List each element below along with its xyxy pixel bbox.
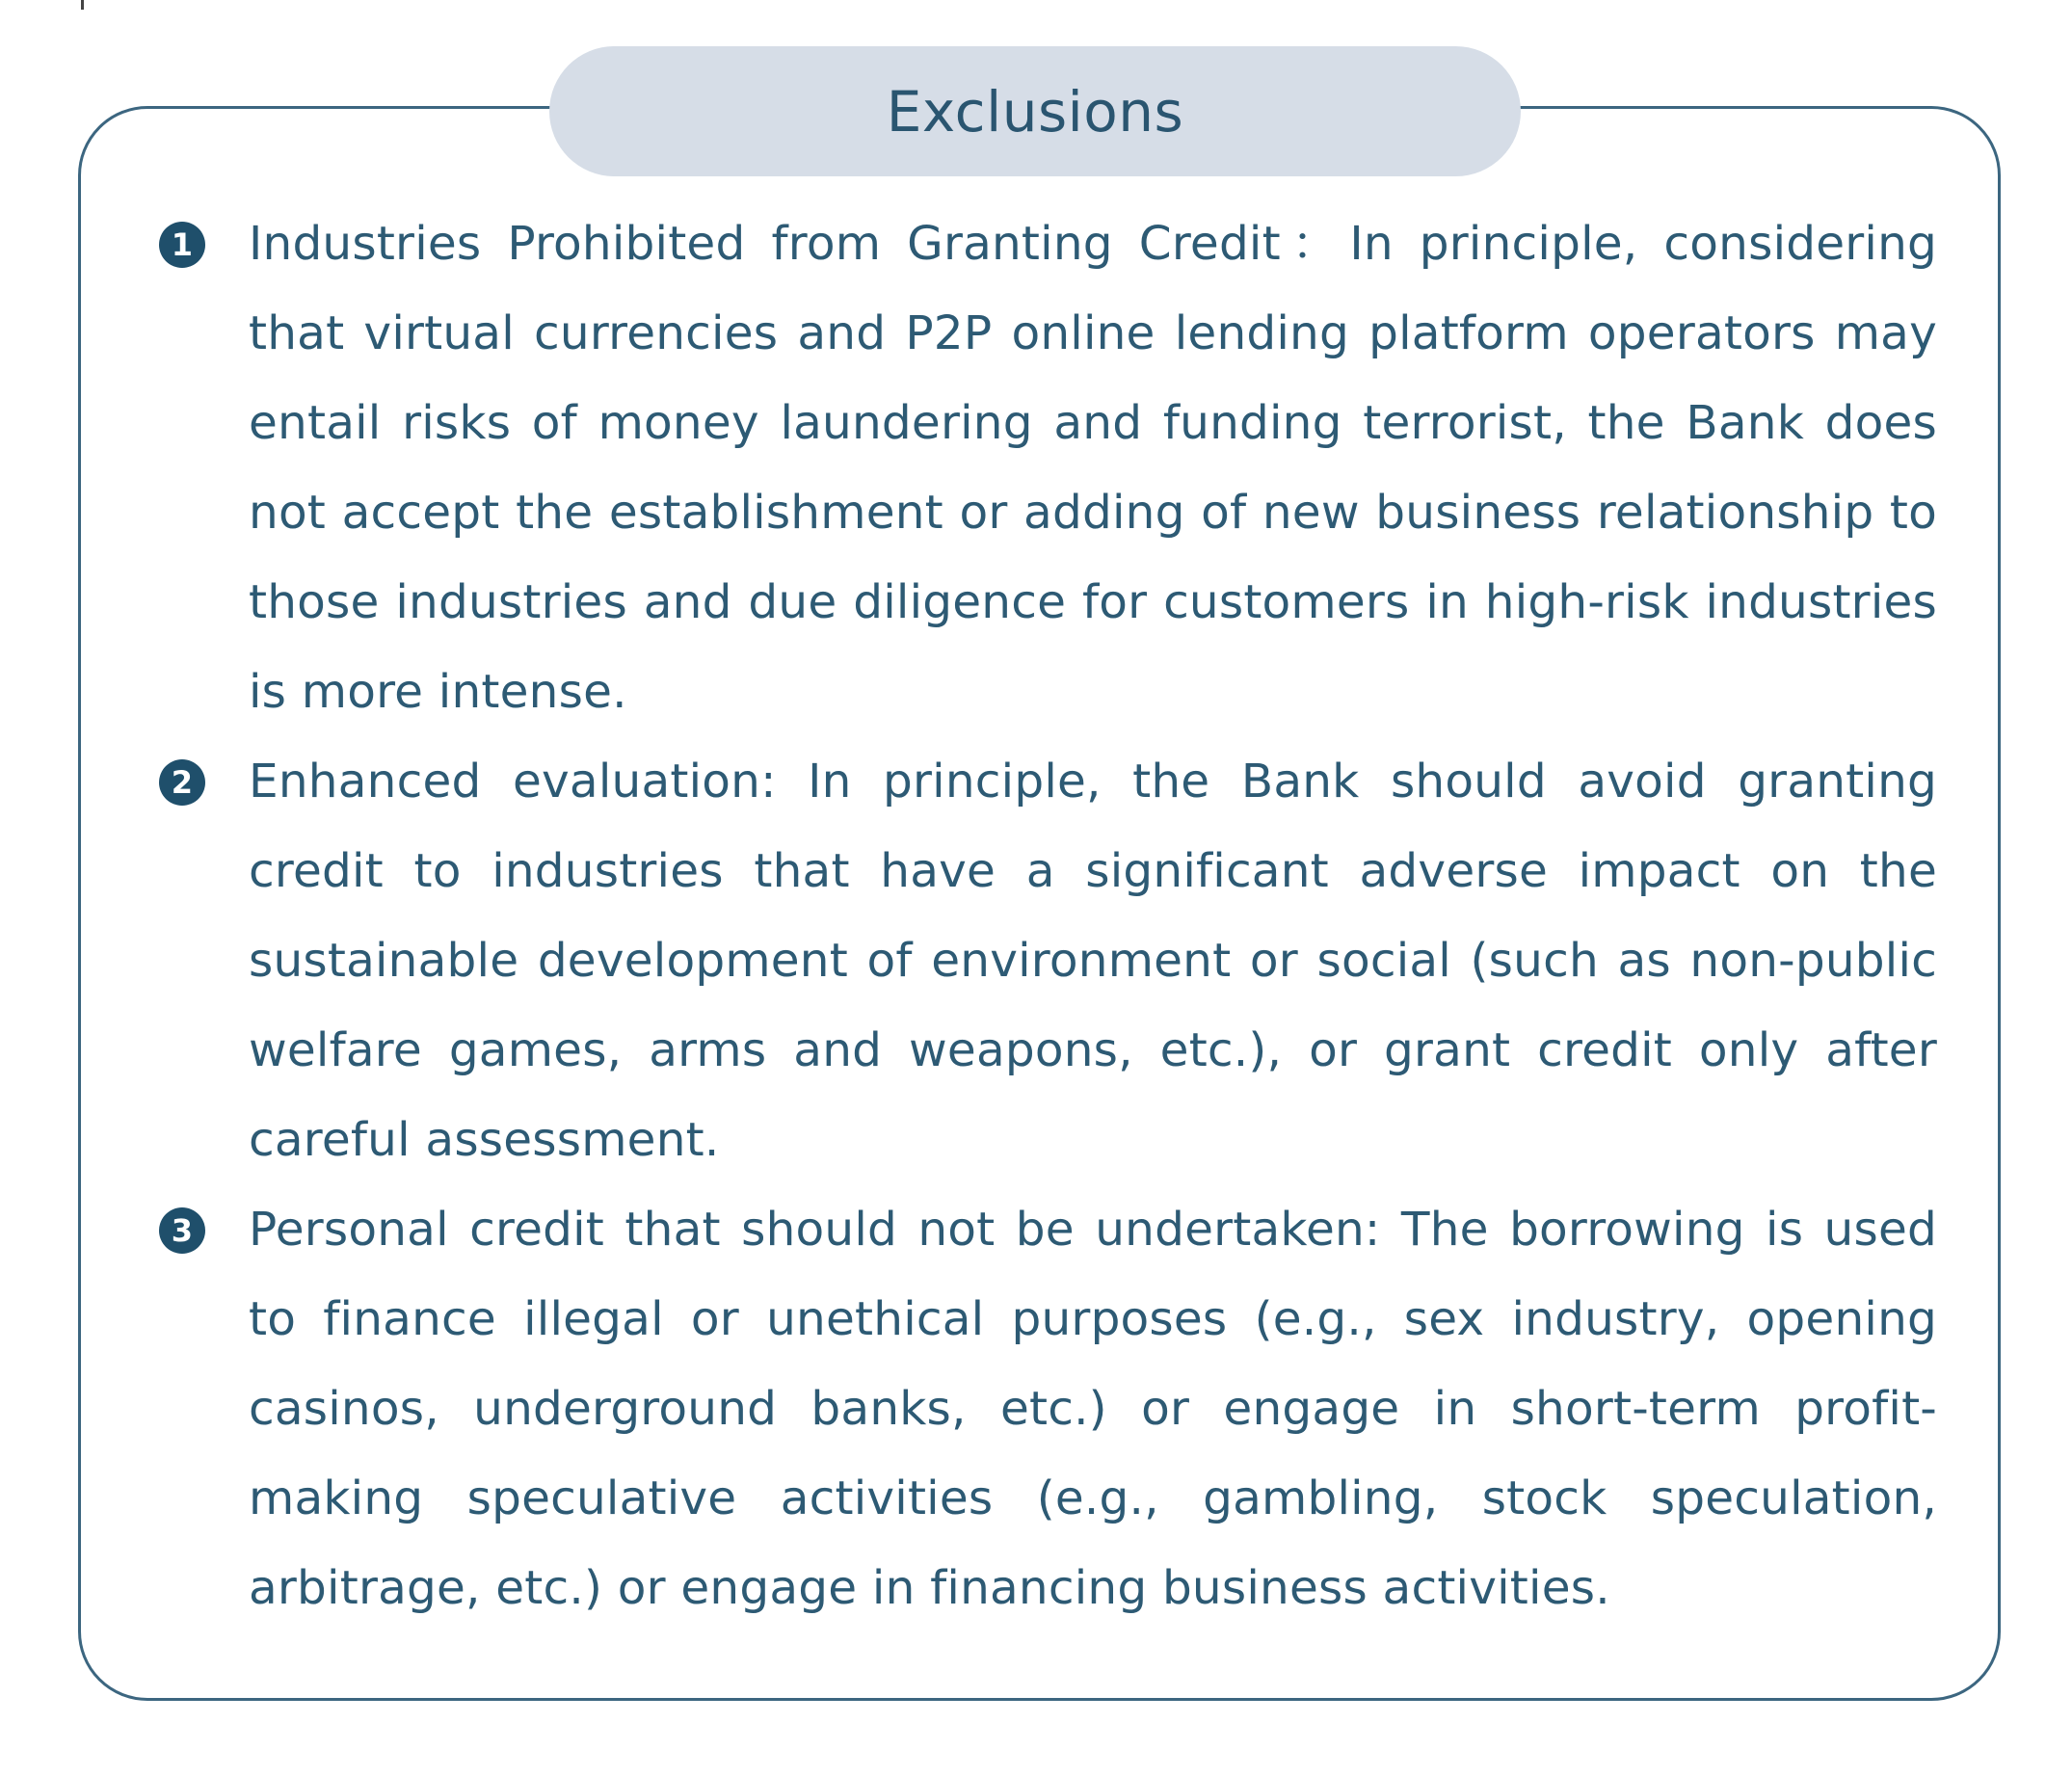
number-badge: 3 [159,1207,205,1254]
item-heading: Industries Prohibited from Granting Credit： [249,217,1350,271]
panel-title: Exclusions [549,46,1521,176]
item-text: In principle, the Bank should avoid granting credit to industries that have a significant adverse impact on the sustainable development of environment or social (such as non-public welfare games, arms and weapons, etc.), or grant credit only after careful assessment. [249,755,1937,1167]
item-heading: Personal credit that should not be undertaken: [249,1203,1401,1257]
list-item [159,199,1937,737]
item-text: The borrowing is used to finance illegal or unethical purposes (e.g., sex industry, opening casinos, underground banks, etc.) or engage in short-term profit-making speculative activities (e.g., gambling, stock speculation, arbitrage, etc.) or engage in financing business activities. [249,1203,1937,1615]
list-item [159,1185,1937,1633]
number-badge: 2 [159,759,205,806]
number-badge: 1 [159,222,205,268]
item-heading: Enhanced evaluation: [249,755,809,808]
list-item [159,737,1937,1185]
item-text: In principle, considering that virtual currencies and P2P online lending platform operators may entail risks of money laundering and funding terrorist, the Bank does not accept the establishment or adding of new business relationship to those industries and due diligence for customers in high-risk industries is more intense. [249,217,1938,719]
exclusions-list [159,199,1937,1633]
page-edge-mark [81,0,84,10]
